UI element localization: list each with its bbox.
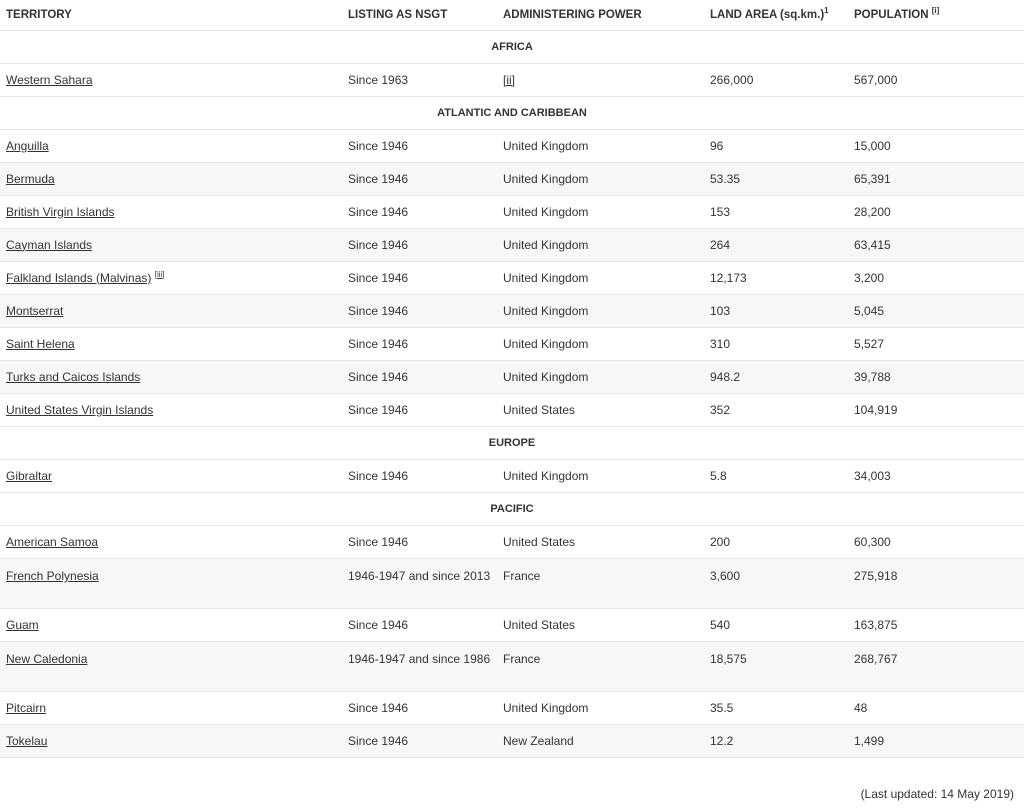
- listing-cell: Since 1946: [342, 229, 497, 262]
- land-area-cell: 264: [704, 229, 848, 262]
- administering-power-cell: United Kingdom: [497, 163, 704, 196]
- administering-power-cell: [497, 64, 704, 97]
- footnote-link[interactable]: [ii]: [503, 72, 515, 87]
- territory-link[interactable]: New Caledonia: [6, 652, 88, 666]
- land-area-cell: 153: [704, 196, 848, 229]
- table-body: [0, 31, 1024, 758]
- population-cell: 48: [848, 692, 1024, 725]
- land-area-cell: 352: [704, 394, 848, 427]
- listing-cell: Since 1946: [342, 163, 497, 196]
- listing-cell: Since 1946: [342, 130, 497, 163]
- land-area-cell: 18,575: [704, 642, 848, 692]
- land-area-cell: 266,000: [704, 64, 848, 97]
- land-area-cell: 35.5: [704, 692, 848, 725]
- administering-power-cell: United Kingdom: [497, 692, 704, 725]
- listing-cell: Since 1946: [342, 460, 497, 493]
- population-cell: 5,527: [848, 328, 1024, 361]
- header-listing: LISTING AS NSGT: [342, 0, 497, 31]
- population-cell: 15,000: [848, 130, 1024, 163]
- table-row: [0, 130, 1024, 163]
- population-cell: 104,919: [848, 394, 1024, 427]
- region-name: EUROPE: [0, 427, 1024, 460]
- region-name: PACIFIC: [0, 493, 1024, 526]
- territory-footnote-link[interactable]: [iii]: [154, 269, 165, 279]
- administering-power-cell: United Kingdom: [497, 196, 704, 229]
- territory-cell: [0, 295, 342, 328]
- listing-cell: 1946-1947 and since 1986: [342, 642, 497, 692]
- region-name: ATLANTIC AND CARIBBEAN: [0, 97, 1024, 130]
- table-row: [0, 692, 1024, 725]
- territory-cell: [0, 559, 342, 609]
- region-header-row: [0, 97, 1024, 130]
- population-cell: 268,767: [848, 642, 1024, 692]
- territory-link[interactable]: Cayman Islands: [6, 237, 93, 252]
- territory-cell: [0, 725, 342, 758]
- listing-cell: Since 1946: [342, 196, 497, 229]
- table-row: [0, 725, 1024, 758]
- table-row: [0, 64, 1024, 97]
- listing-cell: Since 1946: [342, 394, 497, 427]
- population-footnote-link[interactable]: [i]: [931, 6, 940, 16]
- land-area-cell: 3,600: [704, 559, 848, 609]
- region-header-row: [0, 427, 1024, 460]
- table-row: [0, 163, 1024, 196]
- territory-cell: [0, 609, 342, 642]
- territory-cell: [0, 460, 342, 493]
- population-cell: 275,918: [848, 559, 1024, 609]
- territory-link[interactable]: British Virgin Islands: [6, 204, 115, 219]
- administering-power-cell: United States: [497, 609, 704, 642]
- territory-link[interactable]: United States Virgin Islands: [6, 402, 154, 417]
- administering-power-cell: United Kingdom: [497, 460, 704, 493]
- territory-cell: [0, 229, 342, 262]
- header-row: [0, 0, 1024, 31]
- territory-link[interactable]: American Samoa: [6, 534, 99, 549]
- table-row: [0, 196, 1024, 229]
- listing-cell: Since 1946: [342, 725, 497, 758]
- territory-cell: [0, 642, 342, 692]
- listing-cell: Since 1946: [342, 295, 497, 328]
- table-row: [0, 559, 1024, 609]
- listing-cell: Since 1963: [342, 64, 497, 97]
- table-row: [0, 361, 1024, 394]
- land-area-footnote: 1: [824, 6, 829, 16]
- administering-power-cell: United Kingdom: [497, 328, 704, 361]
- land-area-cell: 310: [704, 328, 848, 361]
- administering-power-cell: United Kingdom: [497, 262, 704, 295]
- listing-cell: Since 1946: [342, 328, 497, 361]
- listing-cell: Since 1946: [342, 692, 497, 725]
- region-name: AFRICA: [0, 31, 1024, 64]
- territory-link[interactable]: Pitcairn: [6, 700, 47, 715]
- table-row: [0, 609, 1024, 642]
- territory-link[interactable]: Gibraltar: [6, 468, 53, 483]
- table-row: [0, 229, 1024, 262]
- land-area-cell: 96: [704, 130, 848, 163]
- table-row: [0, 526, 1024, 559]
- territory-cell: [0, 64, 342, 97]
- region-header-row: [0, 493, 1024, 526]
- listing-cell: Since 1946: [342, 361, 497, 394]
- population-cell: 60,300: [848, 526, 1024, 559]
- header-territory: TERRITORY: [0, 0, 342, 31]
- table-row: [0, 460, 1024, 493]
- territory-link[interactable]: Tokelau: [6, 733, 48, 748]
- land-area-cell: 5.8: [704, 460, 848, 493]
- administering-power-cell: United Kingdom: [497, 295, 704, 328]
- listing-cell: Since 1946: [342, 262, 497, 295]
- listing-cell: Since 1946: [342, 526, 497, 559]
- territory-cell: [0, 394, 342, 427]
- population-cell: 3,200: [848, 262, 1024, 295]
- territory-cell: [0, 196, 342, 229]
- administering-power-cell: United States: [497, 526, 704, 559]
- land-area-cell: 12.2: [704, 725, 848, 758]
- population-cell: 567,000: [848, 64, 1024, 97]
- territory-cell: [0, 328, 342, 361]
- territory-link[interactable]: Guam: [6, 617, 39, 632]
- population-cell: 65,391: [848, 163, 1024, 196]
- territory-cell: [0, 692, 342, 725]
- land-area-cell: 540: [704, 609, 848, 642]
- population-cell: 1,499: [848, 725, 1024, 758]
- territory-link[interactable]: Anguilla: [6, 138, 49, 153]
- administering-power-cell: France: [497, 642, 704, 692]
- listing-cell: 1946-1947 and since 2013: [342, 559, 497, 609]
- land-area-cell: 12,173: [704, 262, 848, 295]
- header-population: POPULATION [i]: [848, 0, 1024, 31]
- table-row: [0, 262, 1024, 295]
- administering-power-cell: France: [497, 559, 704, 609]
- land-area-cell: 948.2: [704, 361, 848, 394]
- territory-cell: [0, 526, 342, 559]
- land-area-cell: 103: [704, 295, 848, 328]
- population-cell: 39,788: [848, 361, 1024, 394]
- administering-power-cell: United States: [497, 394, 704, 427]
- header-land-area: LAND AREA (sq.km.)$^1$: [704, 0, 848, 31]
- population-cell: 163,875: [848, 609, 1024, 642]
- administering-power-cell: United Kingdom: [497, 361, 704, 394]
- land-area-cell: 200: [704, 526, 848, 559]
- territory-link[interactable]: Montserrat: [6, 303, 64, 318]
- region-header-row: [0, 31, 1024, 64]
- territory-cell: [0, 163, 342, 196]
- territory-link[interactable]: Bermuda: [6, 171, 55, 186]
- territory-cell: [0, 361, 342, 394]
- territory-link[interactable]: Saint Helena: [6, 336, 75, 351]
- header-administering-power: ADMINISTERING POWER: [497, 0, 704, 31]
- administering-power-cell: New Zealand: [497, 725, 704, 758]
- population-cell: 34,003: [848, 460, 1024, 493]
- administering-power-cell: United Kingdom: [497, 130, 704, 163]
- territory-link[interactable]: Turks and Caicos Islands: [6, 369, 141, 384]
- population-cell: 28,200: [848, 196, 1024, 229]
- table-row: [0, 642, 1024, 692]
- listing-cell: Since 1946: [342, 609, 497, 642]
- territory-cell: [0, 262, 342, 295]
- population-cell: 63,415: [848, 229, 1024, 262]
- table-row: [0, 328, 1024, 361]
- land-area-cell: 53.35: [704, 163, 848, 196]
- table-row: [0, 394, 1024, 427]
- territory-link[interactable]: Falkland Islands (Malvinas): [6, 270, 152, 285]
- territory-link[interactable]: Western Sahara: [6, 72, 93, 87]
- population-cell: 5,045: [848, 295, 1024, 328]
- territory-link[interactable]: French Polynesia: [6, 569, 99, 583]
- administering-power-cell: United Kingdom: [497, 229, 704, 262]
- territory-cell: [0, 130, 342, 163]
- table-row: [0, 295, 1024, 328]
- last-updated-note: (Last updated: 14 May 2019): [860, 787, 1014, 801]
